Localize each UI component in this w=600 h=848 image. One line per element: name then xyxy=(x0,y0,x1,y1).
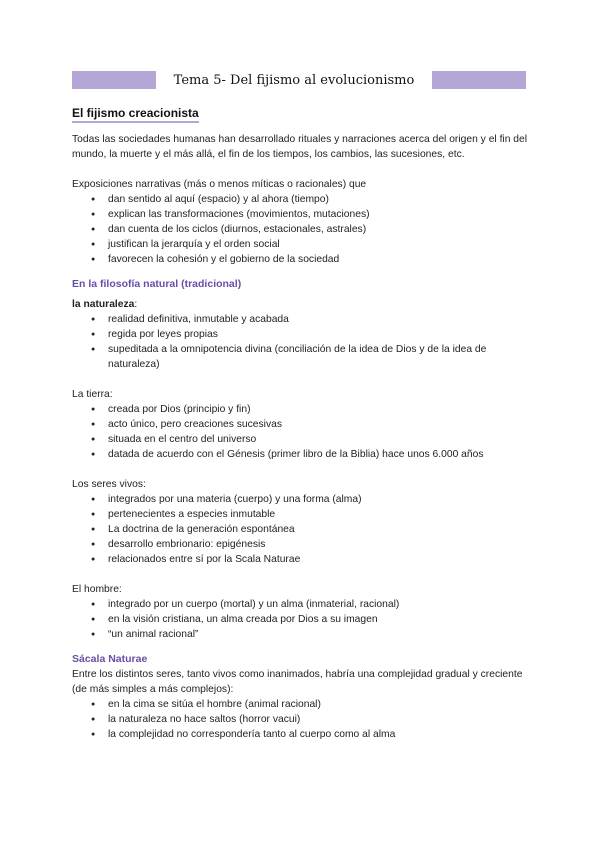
heading-scala-naturae: Sácala Naturae xyxy=(72,653,148,665)
title-bar xyxy=(72,71,526,89)
list-item: ● situada en el centro del universo xyxy=(108,432,528,447)
list-item: ● acto único, pero creaciones sucesivas xyxy=(108,417,528,432)
page-title: Tema 5- Del fijismo al evolucionismo xyxy=(156,71,432,89)
list-item: ● justifican la jerarquía y el orden social xyxy=(108,237,528,252)
list-item: ● explican las transformaciones (movimientos, mutaciones) xyxy=(108,207,528,222)
list-item: ● “un animal racional” xyxy=(108,627,528,642)
scala-intro: Entre los distintos seres, tanto vivos como inanimados, habría una complejidad gradual y creciente (de más simples a más complejos): xyxy=(72,669,523,695)
exposiciones-lead: Exposiciones narrativas (más o menos míticas o racionales) que xyxy=(72,179,367,190)
list-item: ● dan sentido al aquí (espacio) y al ahora (tiempo) xyxy=(108,192,528,207)
list-item: ● integrados por una materia (cuerpo) y una forma (alma) xyxy=(108,492,528,507)
list-item: ● integrado por un cuerpo (mortal) y un alma (inmaterial, racional) xyxy=(108,597,528,612)
list-item: ● en la cima se sitúa el hombre (animal racional) xyxy=(108,697,528,712)
list-item: ● dan cuenta de los ciclos (diurnos, estacionales, astrales) xyxy=(108,222,528,237)
naturaleza-colon: : xyxy=(134,299,138,310)
seres-vivos-label: Los seres vivos: xyxy=(72,479,146,490)
list-item: ● pertenecientes a especies inmutable xyxy=(108,507,528,522)
list-item: ● creada por Dios (principio y fin) xyxy=(108,402,528,417)
list-item: ● la complejidad no correspondería tanto al cuerpo como al alma xyxy=(108,727,528,742)
document-body xyxy=(72,105,528,742)
naturaleza-label-bold: la naturaleza xyxy=(72,299,135,310)
list-item: ● desarrollo embrionario: epigénesis xyxy=(108,537,528,552)
naturaleza-label xyxy=(72,297,528,312)
list-item: ● supeditada a la omnipotencia divina (conciliación de la idea de Dios y de la idea de naturaleza) xyxy=(108,342,528,372)
list-item: ● La doctrina de la generación espontánea xyxy=(108,522,528,537)
heading-filosofia-natural: En la filosofía natural (tradicional) xyxy=(72,278,242,290)
tierra-label: La tierra: xyxy=(72,389,113,400)
seres-vivos-list xyxy=(72,492,528,567)
heading-fijismo-creacionista: El fijismo creacionista xyxy=(72,105,199,123)
list-item: ● relacionados entre sí por la Scala Naturae xyxy=(108,552,528,567)
tierra-list xyxy=(72,402,528,462)
title-highlight-left xyxy=(72,71,156,89)
list-item: ● la naturaleza no hace saltos (horror vacui) xyxy=(108,712,528,727)
list-item: ● realidad definitiva, inmutable y acabada xyxy=(108,312,528,327)
exposiciones-list xyxy=(72,192,528,267)
list-item: ● datada de acuerdo con el Génesis (primer libro de la Biblia) hace unos 6.000 años xyxy=(108,447,528,462)
intro-paragraph: Todas las sociedades humanas han desarrollado rituales y narraciones acerca del origen y el fin del mundo, la muerte y el más allá, el fin de los tiempos, los cambios, las sucesiones, etc. xyxy=(72,134,528,160)
title-highlight-right xyxy=(432,71,526,89)
list-item: ● regida por leyes propias xyxy=(108,327,528,342)
hombre-list xyxy=(72,597,528,642)
hombre-label: El hombre: xyxy=(72,584,122,595)
list-item: ● favorecen la cohesión y el gobierno de la sociedad xyxy=(108,252,528,267)
list-item: ● en la visión cristiana, un alma creada por Dios a su imagen xyxy=(108,612,528,627)
naturaleza-list xyxy=(72,312,528,372)
scala-list xyxy=(72,697,528,742)
